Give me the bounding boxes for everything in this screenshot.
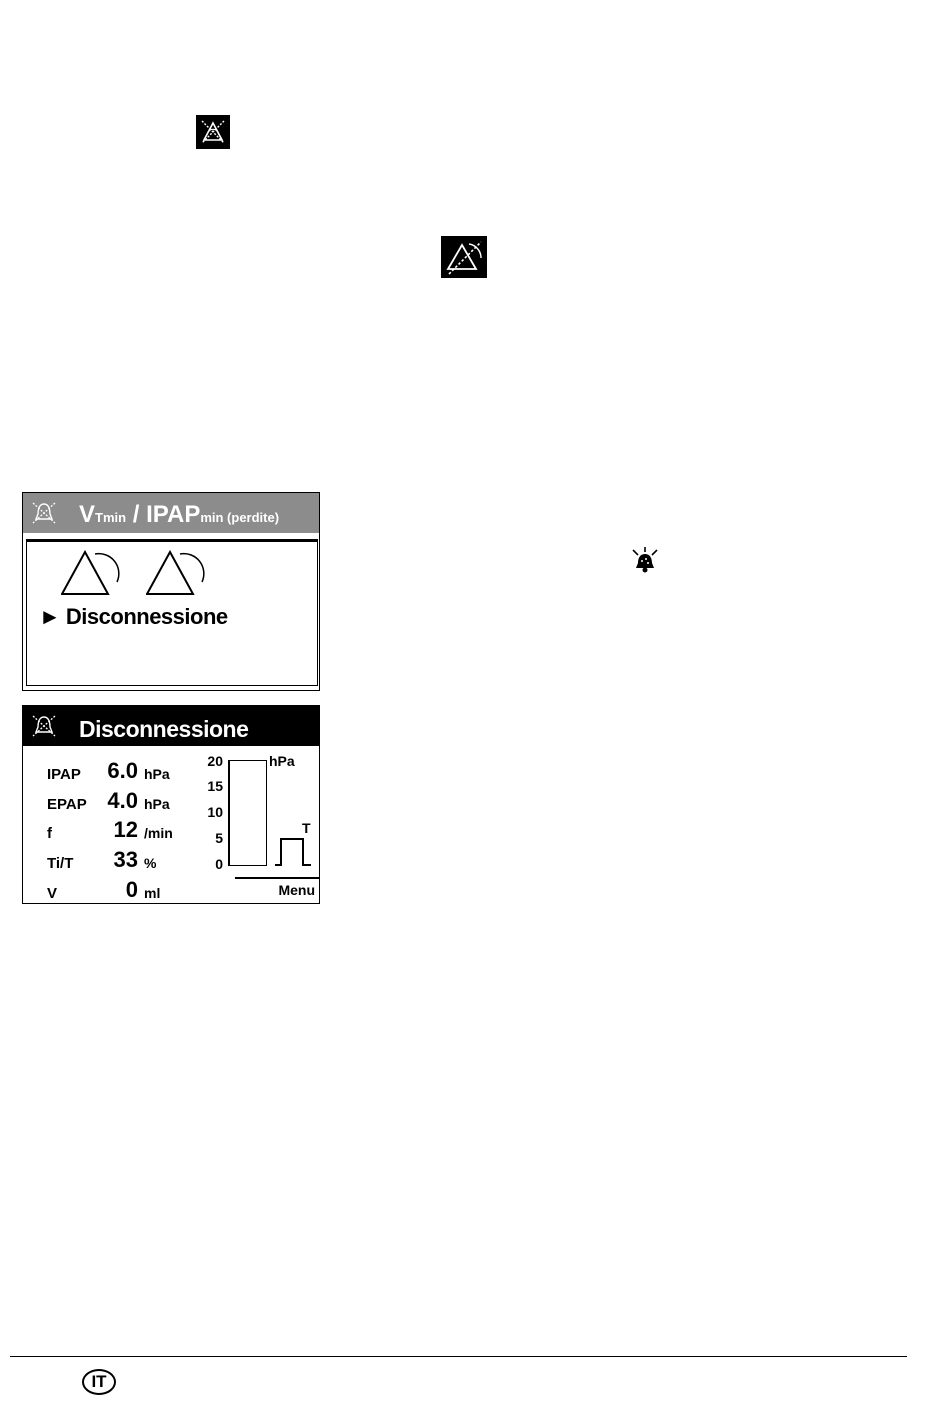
- param-value: 33: [113, 847, 138, 872]
- screen-header: [23, 706, 319, 746]
- bar-tick-label: 15: [207, 778, 223, 794]
- menu-panel: [26, 539, 318, 686]
- param-row-volume: [23, 877, 213, 905]
- param-value: 4.0: [107, 788, 138, 813]
- bar-unit-label: hPa: [269, 753, 295, 769]
- trigger-label: T: [302, 820, 311, 836]
- param-label: f: [47, 825, 52, 842]
- footer-rule: [10, 1356, 907, 1357]
- bar-tick-label: 10: [207, 804, 223, 820]
- screen-title: VTmin / IPAPmin (perdite): [79, 501, 280, 528]
- param-row-epap: [23, 788, 213, 816]
- pressure-bar: [228, 760, 267, 866]
- param-value: 0: [125, 877, 138, 902]
- screen-title: Disconnessione: [79, 716, 249, 742]
- alarm-mute-icon: [31, 501, 57, 525]
- param-unit: hPa: [144, 796, 170, 812]
- param-unit: ml: [144, 885, 161, 901]
- param-row-frequency: [23, 817, 213, 845]
- param-label: EPAP: [47, 796, 87, 813]
- menu-divider: [235, 877, 319, 879]
- menu-item-disconnessione[interactable]: ► Disconnessione: [39, 604, 228, 629]
- param-unit: /min: [144, 825, 173, 841]
- selection-arrow-icon: ►: [39, 604, 61, 629]
- language-badge: IT: [82, 1369, 116, 1395]
- param-row-ipap: [23, 758, 213, 786]
- alarm-mute-icon: [31, 714, 57, 738]
- param-value: 12: [113, 817, 138, 842]
- alarm-bell-icon: [630, 546, 660, 574]
- param-label: IPAP: [47, 766, 81, 783]
- bar-tick-label: 20: [207, 753, 223, 769]
- alarm-mute-icon: [441, 236, 487, 278]
- param-unit: %: [144, 855, 157, 871]
- trigger-pulse-icon: [273, 836, 315, 868]
- param-value: 6.0: [107, 758, 138, 783]
- param-row-ti-t: [23, 847, 213, 875]
- alarm-triangle-icon: [61, 550, 121, 596]
- alarm-limits-screen: [22, 492, 320, 691]
- menu-softkey[interactable]: Menu: [278, 882, 315, 898]
- screen-header: [23, 493, 319, 533]
- alarm-triangle-icon: [146, 550, 206, 596]
- param-unit: hPa: [144, 766, 170, 782]
- param-label: Ti/T: [47, 855, 74, 872]
- bar-tick-label: 5: [215, 830, 223, 846]
- bar-tick-label: 0: [215, 856, 223, 872]
- param-label: V: [47, 885, 58, 902]
- disconnection-alarm-screen: [22, 705, 320, 904]
- alarm-mute-icon: [196, 115, 230, 149]
